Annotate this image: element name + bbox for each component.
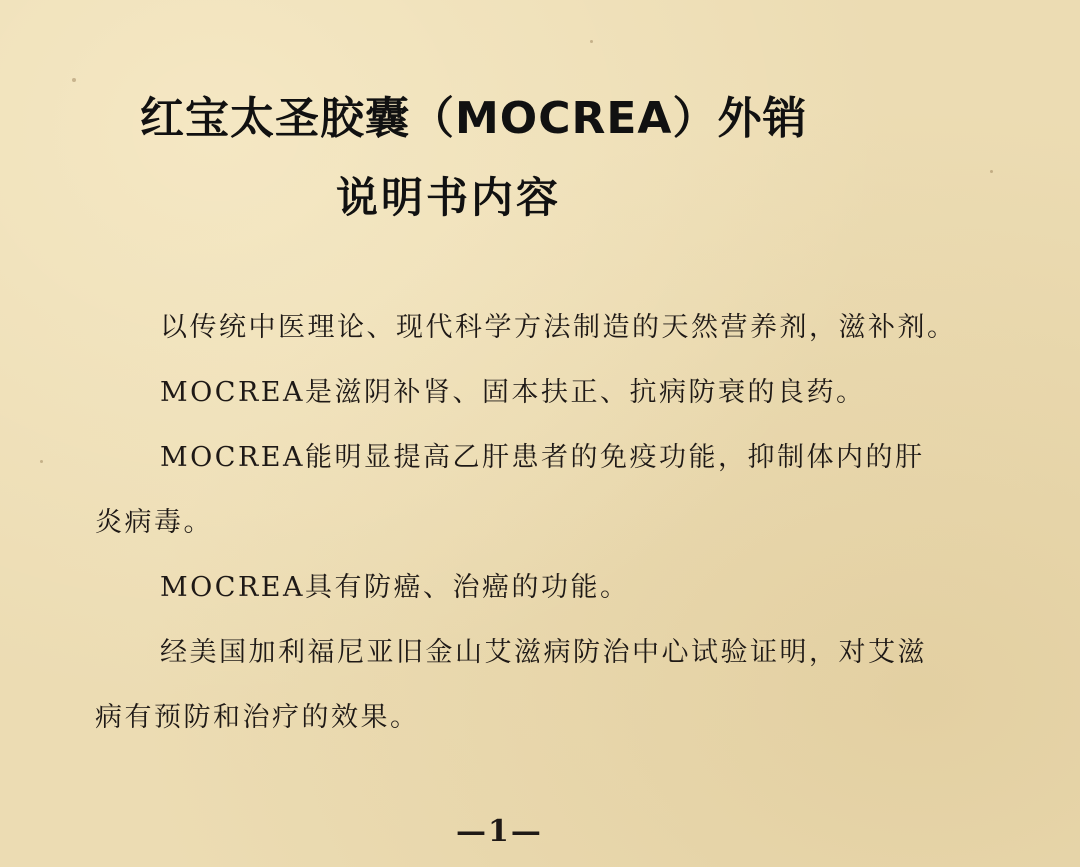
paper-speck: [590, 40, 593, 43]
paragraph-3-line-2: 炎病毒。: [95, 507, 213, 538]
paper-speck: [72, 78, 76, 82]
document-title-line-2: 说明书内容: [336, 173, 562, 222]
paragraph-3-line-1: MOCREA能明显提高乙肝患者的免疫功能，抑制体内的肝: [160, 442, 925, 473]
paper-speck: [40, 460, 43, 463]
paragraph-1: 以传统中医理论、现代科学方法制造的天然营养剂，滋补剂。: [160, 312, 957, 343]
paper-speck: [990, 170, 993, 173]
paragraph-5-line-1: 经美国加利福尼亚旧金山艾滋病防治中心试验证明，对艾滋: [160, 637, 927, 668]
page-number: —1—: [456, 814, 543, 849]
paragraph-2: MOCREA是滋阴补肾、固本扶正、抗病防衰的良药。: [160, 377, 866, 408]
paragraph-5-line-2: 病有预防和治疗的效果。: [95, 702, 420, 733]
document-title-line-1: 红宝太圣胶囊（MOCREA）外销: [140, 93, 808, 144]
paragraph-4: MOCREA具有防癌、治癌的功能。: [160, 572, 630, 603]
